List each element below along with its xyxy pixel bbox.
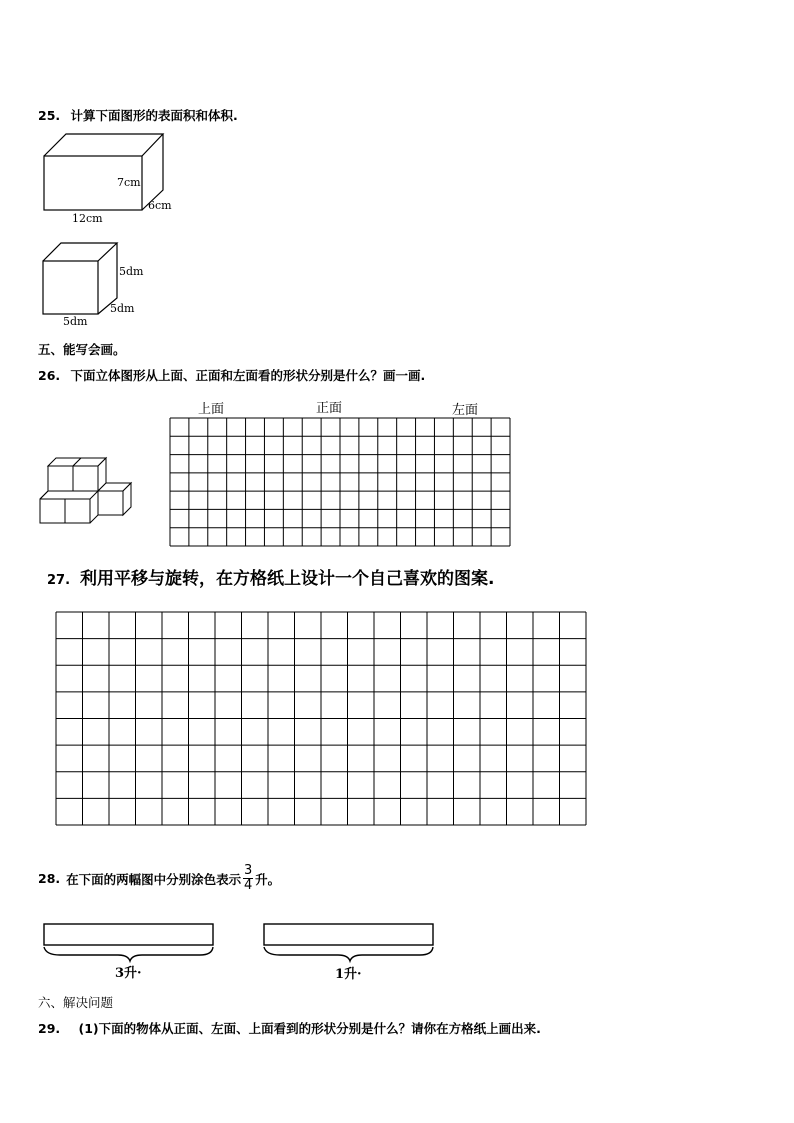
q25-number: 25.: [38, 108, 61, 123]
q28-brace-3l: [44, 947, 213, 961]
cube-right-label: 5dm: [119, 265, 144, 278]
q27-number: 27.: [47, 573, 71, 588]
cube-bottom-label: 5dm: [63, 315, 88, 328]
q26-label-left: 左面: [452, 403, 479, 418]
q26-label-top: 上面: [198, 402, 225, 417]
cuboid-height-label: 7cm: [117, 176, 141, 189]
q25-text: 计算下面图形的表面积和体积.: [70, 108, 238, 123]
cuboid-length-label: 12cm: [72, 212, 103, 225]
q28-text-after: 升。: [255, 871, 281, 887]
q29-text: (1)下面的物体从正面、左面、上面看到的形状分别是什么？请你在方格纸上画出来.: [78, 1021, 541, 1036]
q26-text: 下面立体图形从上面、正面和左面看的形状分别是什么？画一画.: [70, 368, 426, 383]
cuboid-width-label: 6cm: [148, 199, 172, 212]
q29-number: 29.: [38, 1021, 61, 1036]
q26-label-front: 正面: [316, 401, 343, 416]
q28-brace-1l: [264, 947, 433, 961]
q28-bar2-label: 1升·: [335, 967, 362, 982]
q26-number: 26.: [38, 368, 61, 383]
section6-title: 六、解决问题: [38, 995, 114, 1010]
section5-title: 五、能写会画。: [38, 342, 126, 357]
q28-fraction-denominator: 4: [244, 878, 253, 893]
q27-text: 利用平移与旋转，在方格纸上设计一个自己喜欢的图案.: [79, 569, 495, 589]
q29-title: [38, 1019, 541, 1037]
q28-text-before: 在下面的两幅图中分别涂色表示: [66, 871, 242, 887]
q28-bar-3l: [44, 924, 213, 945]
q28-fraction-numerator: 3: [244, 863, 253, 878]
cube-depth-label: 5dm: [110, 302, 135, 315]
q28-bar1-label: 3升·: [115, 966, 142, 981]
q28-number: 28.: [38, 871, 61, 886]
q28-bar-1l: [264, 924, 433, 945]
